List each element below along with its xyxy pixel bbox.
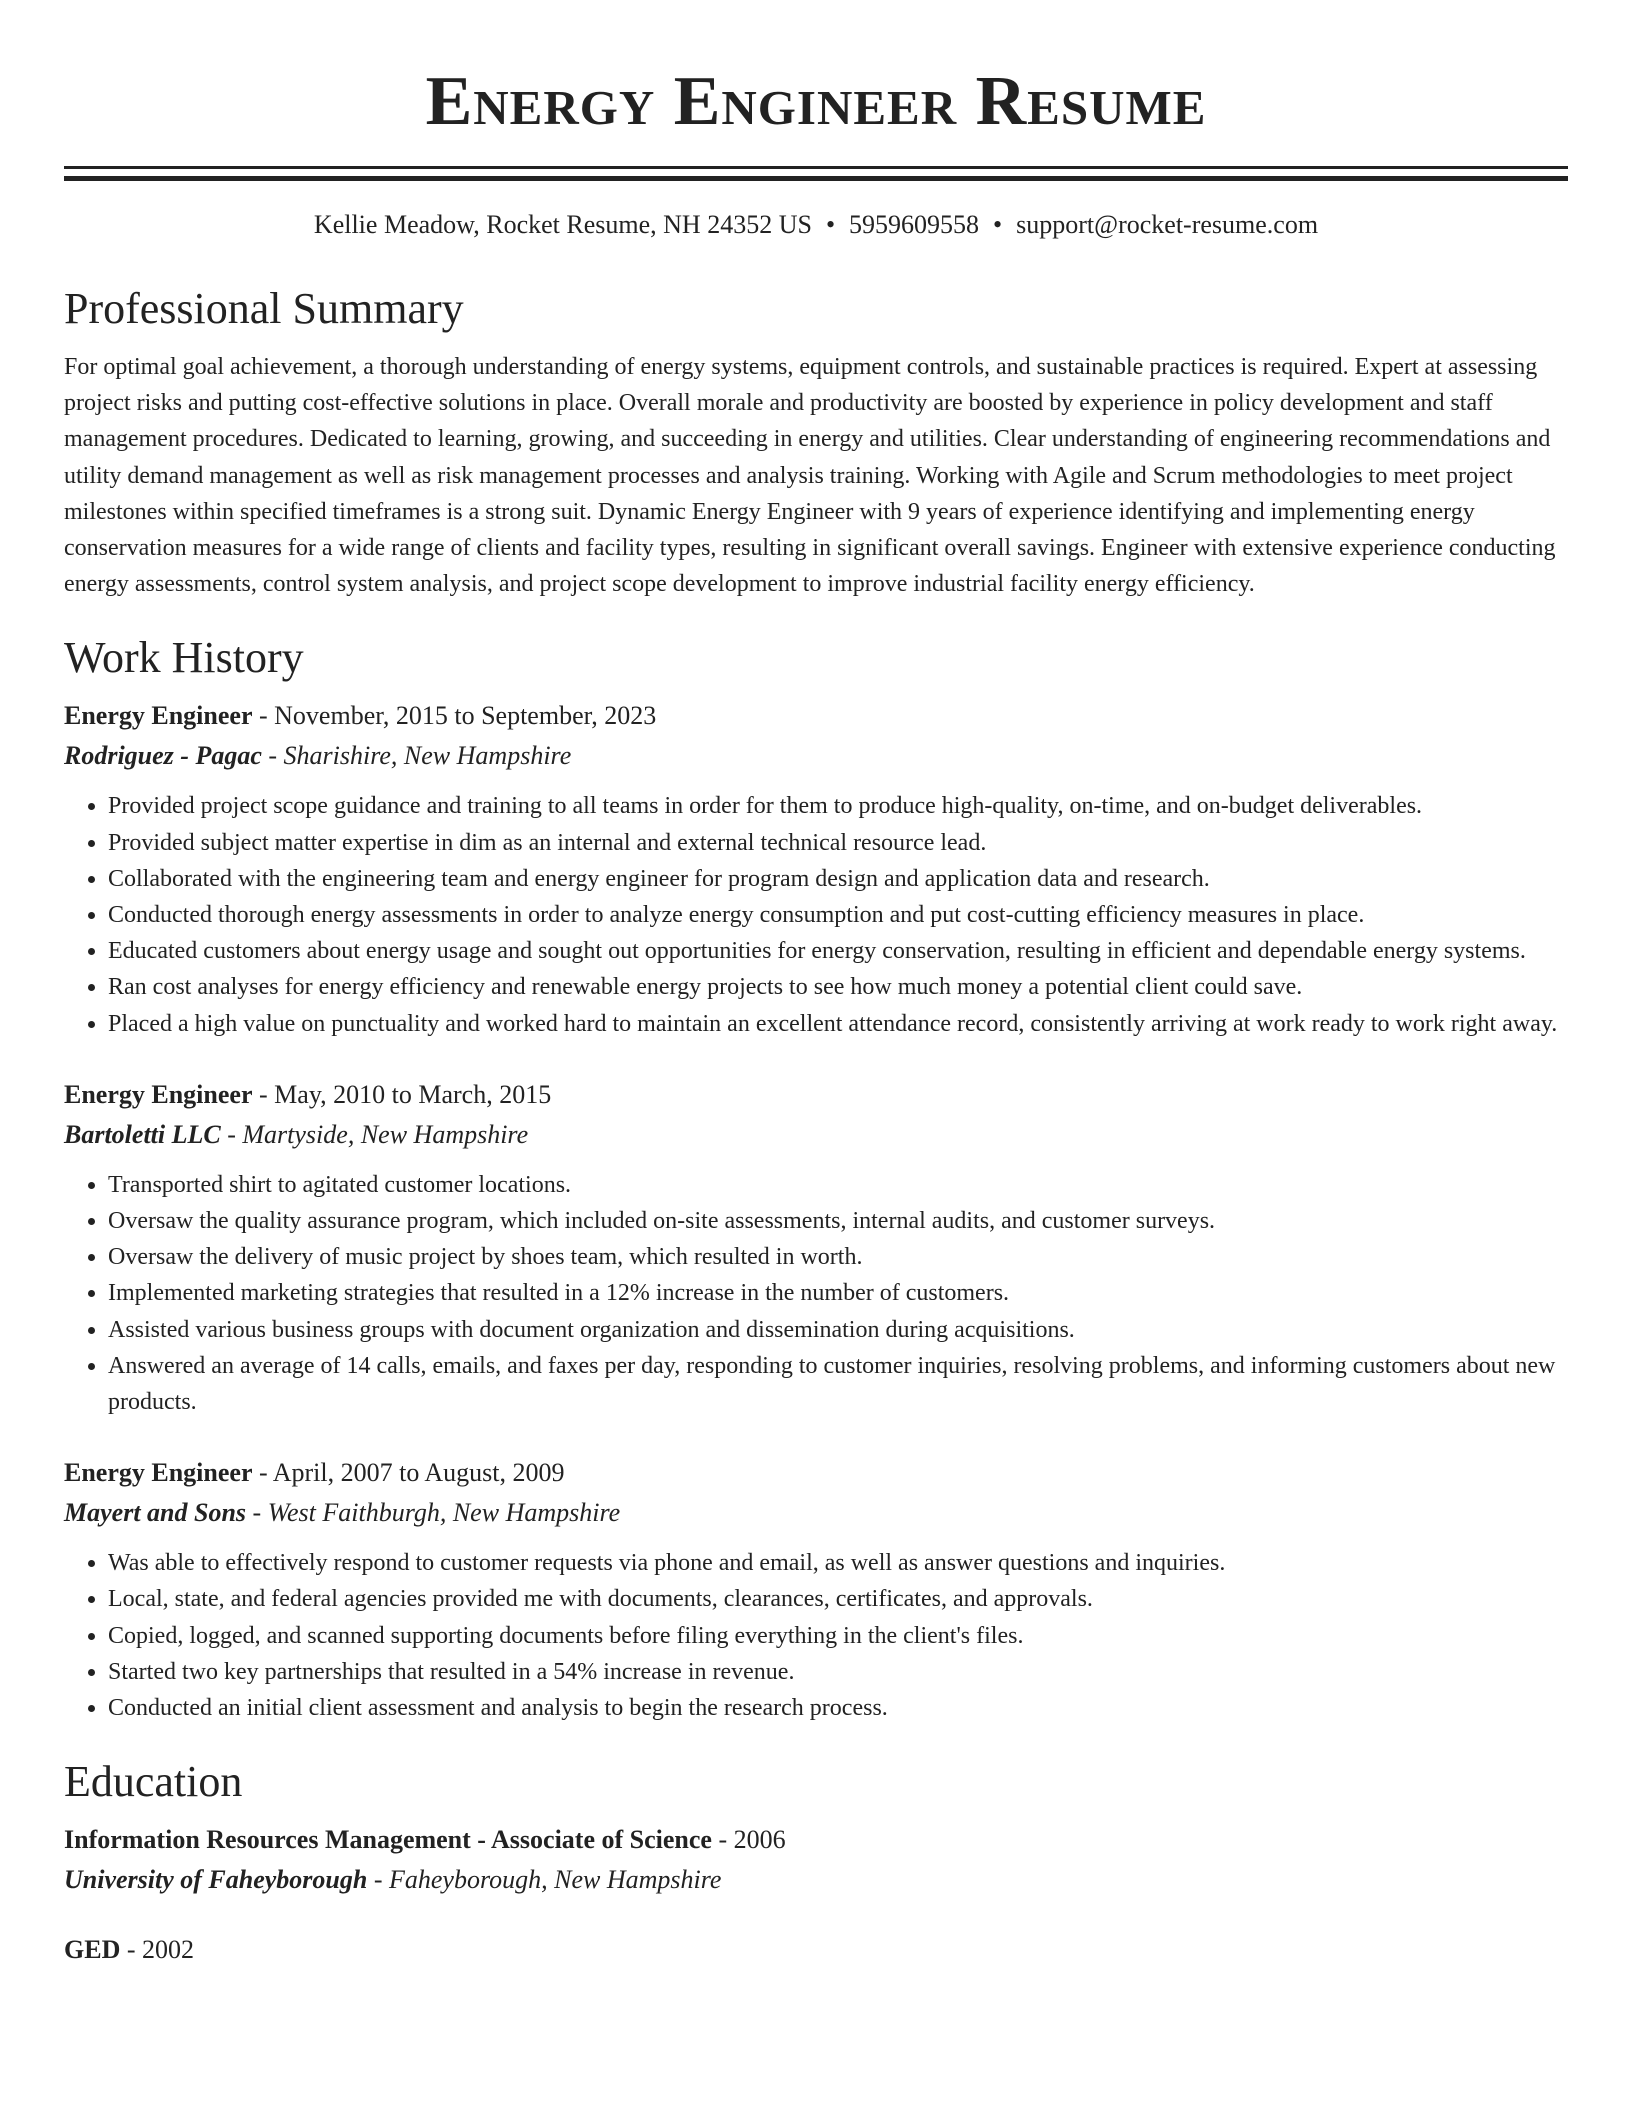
job-dates: - May, 2010 to March, 2015 — [252, 1079, 552, 1109]
education-school: University of Faheyborough — [64, 1865, 368, 1895]
title-divider-bottom — [64, 176, 1568, 181]
contact-separator: • — [993, 210, 1003, 239]
job-bullet: • Started two key partnerships that resulted in a 54% increase in revenue. — [108, 1654, 1568, 1690]
job-bullet: • Provided project scope guidance and training to all teams in order for them to produce high-quality, on-time, and on-budget deliverables. — [108, 788, 1568, 824]
education-heading: Education — [64, 1757, 243, 1807]
job-bullet: • Transported shirt to agitated customer locations. — [108, 1167, 1568, 1203]
summary-heading: Professional Summary — [64, 284, 464, 333]
education-degree-line — [64, 1930, 1568, 1970]
job-company: Rodriguez - Pagac — [64, 741, 262, 771]
job-entry — [64, 1075, 1568, 1420]
education-entry — [64, 1930, 1568, 1970]
job-bullet: • Provided subject matter expertise in dim as an internal and external technical resource lead. — [108, 825, 1568, 861]
work-history-heading: Work History — [64, 633, 304, 683]
education-entry — [64, 1820, 1568, 1900]
education-school-line — [64, 1860, 1568, 1900]
job-bullet: • Ran cost analyses for energy efficiency and renewable energy projects to see how much money a potential client could save. — [108, 969, 1568, 1005]
contact-phone: 5959609558 — [849, 210, 980, 239]
job-bullet: • Assisted various business groups with document organization and dissemination during acquisitions. — [108, 1312, 1568, 1348]
job-bullets — [64, 788, 1568, 1041]
title-divider-top — [64, 166, 1568, 169]
job-bullet: • Local, state, and federal agencies provided me with documents, clearances, certificates, and approvals. — [108, 1581, 1568, 1617]
job-bullet: • Copied, logged, and scanned supporting documents before filing everything in the client's files. — [108, 1618, 1568, 1654]
job-title-line — [64, 696, 1568, 736]
education-degree: Information Resources Management - Associate of Science — [64, 1825, 712, 1855]
job-bullet: • Implemented marketing strategies that resulted in a 12% increase in the number of customers. — [108, 1275, 1568, 1311]
job-entry — [64, 696, 1568, 1041]
education-degree: GED — [64, 1935, 121, 1965]
job-company-line — [64, 736, 1568, 776]
job-bullet: • Conducted thorough energy assessments in order to analyze energy consumption and put cost-cutting efficiency measures in place. — [108, 897, 1568, 933]
education-year: - 2002 — [120, 1935, 195, 1965]
summary-text: For optimal goal achievement, a thorough understanding of energy systems, equipment controls, and sustainable practices is required. Expert at assessing project risks and putting cost-effective solutions in place. Overall morale and productivity are boosted by experience in policy development and staff management procedures. Dedicated to learning, growing, and succeeding in energy and utilities. Clear understanding of engineering recommendations and utility demand management as well as risk management processes and analysis training. Working with Agile and Scrum methodologies to meet project milestones within specified timeframes is a strong suit. Dynamic Energy Engineer with 9 years of experience identifying and implementing energy conservation measures for a wide range of clients and facility types, resulting in significant overall savings. Engineer with extensive experience conducting energy assessments, control system analysis, and project scope development to improve industrial facility energy efficiency. — [64, 354, 1556, 598]
job-bullet: • Collaborated with the engineering team and energy engineer for program design and application data and research. — [108, 861, 1568, 897]
job-location: - West Faithburgh, New Hampshire — [246, 1498, 621, 1528]
job-title: Energy Engineer — [64, 1079, 253, 1109]
education-year: - 2006 — [711, 1825, 786, 1855]
job-bullets — [64, 1167, 1568, 1420]
job-location: - Sharishire, New Hampshire — [261, 741, 572, 771]
contact-address: Kellie Meadow, Rocket Resume, NH 24352 US — [313, 210, 812, 239]
job-title: Energy Engineer — [64, 1458, 253, 1488]
job-title: Energy Engineer — [64, 701, 253, 731]
job-company-line — [64, 1493, 1568, 1533]
contact-separator: • — [825, 210, 836, 239]
job-company-line — [64, 1115, 1568, 1155]
job-bullet: • Oversaw the delivery of music project by shoes team, which resulted in worth. — [108, 1239, 1568, 1275]
job-entry — [64, 1453, 1568, 1726]
job-bullet: • Placed a high value on punctuality and worked hard to maintain an excellent attendance record, consistently arriving at work ready to work right away. — [108, 1006, 1568, 1042]
job-bullet: • Educated customers about energy usage and sought out opportunities for energy conservation, resulting in efficient and dependable energy systems. — [108, 933, 1568, 969]
job-dates: - April, 2007 to August, 2009 — [252, 1458, 565, 1488]
job-title-line — [64, 1453, 1568, 1493]
education-location: - Faheyborough, New Hampshire — [367, 1865, 722, 1895]
contact-email: support@rocket-resume.com — [1016, 210, 1319, 239]
education-degree-line — [64, 1820, 1568, 1860]
job-dates: - November, 2015 to September, 2023 — [252, 701, 657, 731]
contact-line — [64, 207, 1568, 243]
job-company: Mayert and Sons — [64, 1498, 247, 1528]
job-bullet: • Conducted an initial client assessment and analysis to begin the research process. — [108, 1690, 1568, 1726]
job-title-line — [64, 1075, 1568, 1115]
job-bullet: • Answered an average of 14 calls, emails, and faxes per day, responding to customer inquiries, resolving problems, and informing customers about new products. — [108, 1348, 1568, 1420]
job-bullet: • Was able to effectively respond to customer requests via phone and email, as well as answer questions and inquiries. — [108, 1545, 1568, 1581]
job-company: Bartoletti LLC — [64, 1119, 221, 1149]
job-bullet: • Oversaw the quality assurance program, which included on-site assessments, internal audits, and customer surveys. — [108, 1203, 1568, 1239]
job-bullets — [64, 1545, 1568, 1726]
resume-title: Energy Engineer Resume — [425, 63, 1207, 140]
job-location: - Martyside, New Hampshire — [220, 1119, 529, 1149]
